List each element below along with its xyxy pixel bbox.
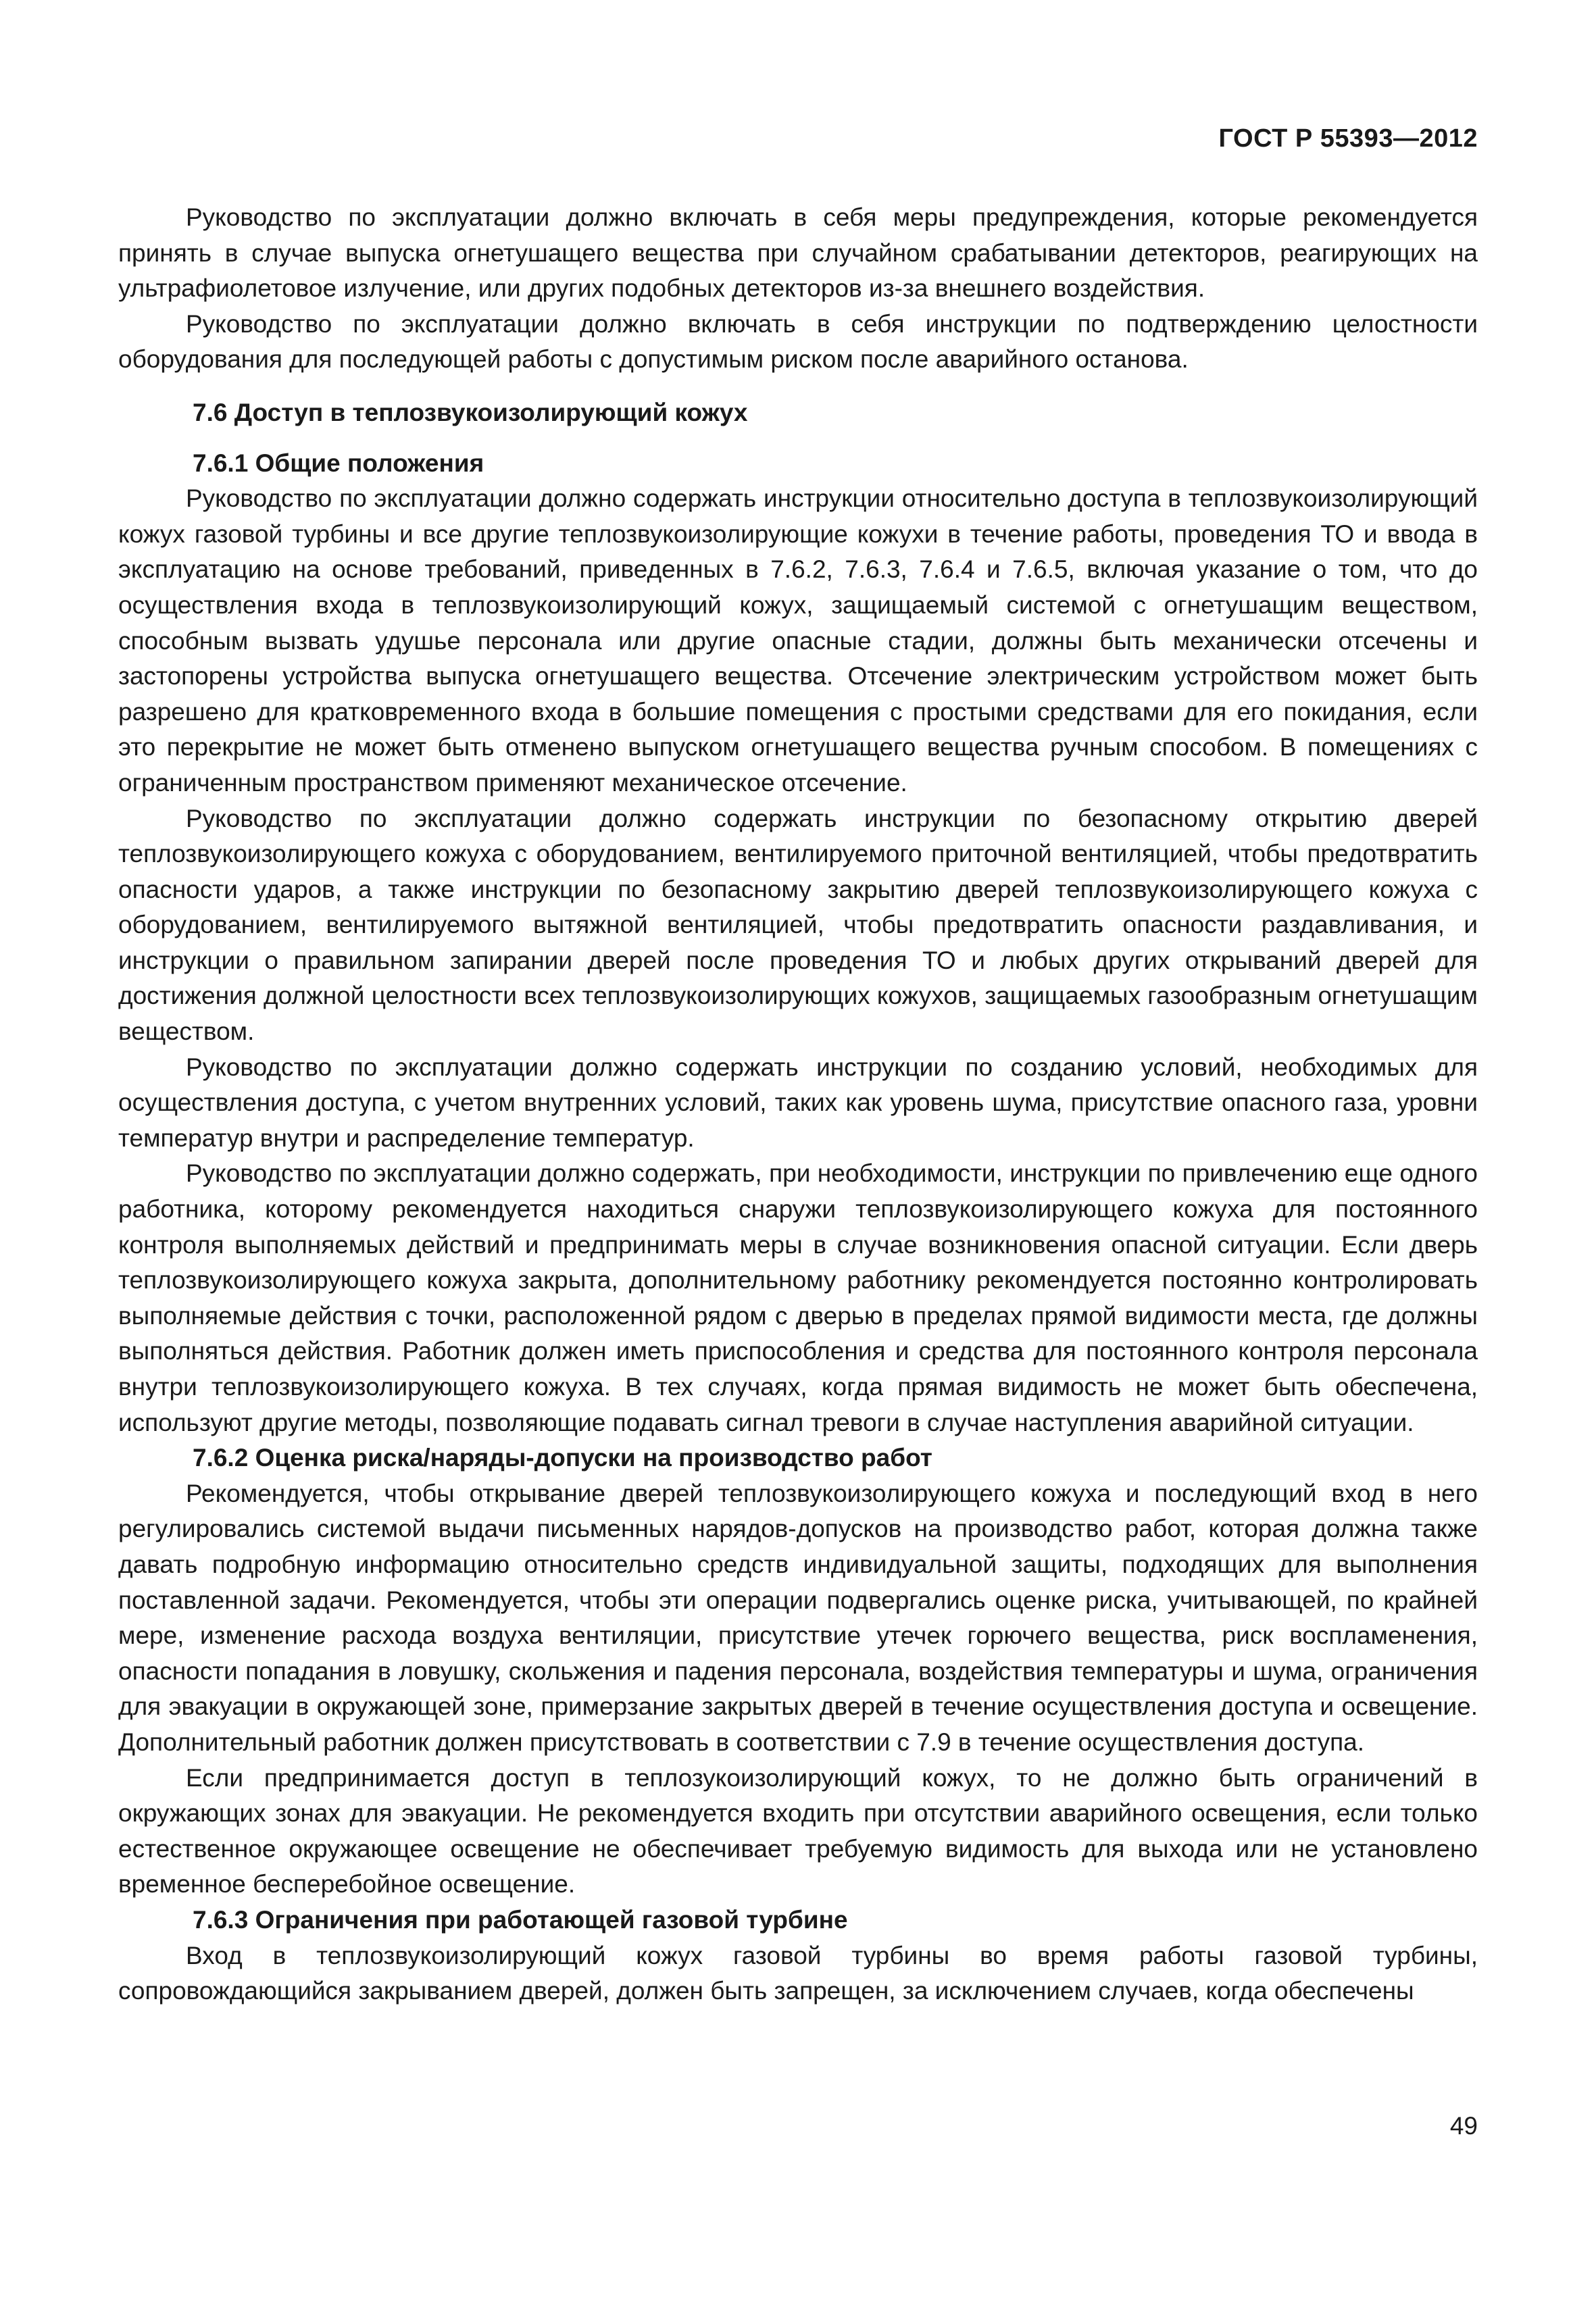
paragraph: Руководство по эксплуатации должно содержать инструкции относительно доступа в теплозвукоизолирующий кожух газовой турбины и все другие теплозвукоизолирующие кожухи в течение работы, проведения ТО и ввода в эксплуатацию на основе требований, приведенных в 7.6.2, 7.6.3, 7.6.4 и 7.6.5, включая указание о том, что до осуществления входа в теплозвукоизолирующий кожух, защищаемый системой с огнетушащим веществом, способным вызвать удушье персонала или другие опасные стадии, должны быть механически отсечены и застопорены устройства выпуска огнетушащего вещества. Отсечение электрическим устройством может быть разрешено для кратковременного входа в большие помещения с простыми средствами для его покидания, если это перекрытие не может быть отменено выпуском огнетушащего вещества ручным способом. В помещениях с ограниченным пространством применяют механическое отсечение. [118,484,1478,797]
paragraph: Руководство по эксплуатации должно включать в себя меры предупреждения, которые рекомендуется принять в случае выпуска огнетушащего вещества при случайном срабатывании детекторов, реагирующих на ультрафиолетовое излучение, или других подобных детекторов из-за внешнего воздействия. [118,203,1478,303]
subsection-heading: 7.6.1 Общие положения [193,449,484,477]
paragraph: Руководство по эксплуатации должно включать в себя инструкции по подтверждению целостности оборудования для последующей работы с допустимым риском после аварийного останова. [118,309,1478,374]
paragraph: Рекомендуется, чтобы открывание дверей теплозвукоизолирующего кожуха и последующий вход в него регулировались системой выдачи письменных нарядов-допусков на производство работ, которая должна также давать подробную информацию относительно средств индивидуальной защиты, подходящих для выполнения поставленной задачи. Рекомендуется, чтобы эти операции подвергались оценке риска, учитывающей, по крайней мере, изменение расхода воздуха вентиляции, присутствие утечек горючего вещества, риск воспламенения, опасности попадания в ловушку, скольжения и падения персонала, воздействия температуры и шума, ограничения для эвакуации в окружающей зоне, примерзание закрытых дверей в течение осуществления доступа и освещение. Дополнительный работник должен присутствовать в соответствии с 7.9 в течение осуществления доступа. [118,1479,1478,1756]
subsection-heading: 7.6.2 Оценка риска/наряды-допуски на производство работ [193,1444,932,1472]
document-body [118,200,1478,2009]
paragraph: Вход в теплозвукоизолирующий кожух газовой турбины во время работы газовой турбины, сопровождающийся закрыванием дверей, должен быть запрещен, за исключением случаев, когда обеспечены [118,1941,1478,2005]
subsection-heading: 7.6.3 Ограничения при работающей газовой турбине [193,1905,848,1934]
page-number: 49 [1449,2112,1478,2140]
paragraph: Руководство по эксплуатации должно содержать инструкции по безопасному открытию дверей теплозвукоизолирующего кожуха с оборудованием, вентилируемого приточной вентиляцией, чтобы предотвратить опасности ударов, а также инструкции по безопасному закрытию дверей теплозвукоизолирующего кожуха с оборудованием, вентилируемого вытяжной вентиляцией, чтобы предотвратить опасности раздавливания, и инструкции о правильном запирании дверей после проведения ТО и любых других открываний дверей для достижения должной целостности всех теплозвукоизолирующих кожухов, защищаемых газообразным огнетушащим веществом. [118,804,1478,1046]
paragraph: Руководство по эксплуатации должно содержать, при необходимости, инструкции по привлечению еще одного работника, которому рекомендуется находиться снаружи теплозвукоизолирующего кожуха для постоянного контроля выполняемых действий и предпринимать меры в случае возникновения опасной ситуации. Если дверь теплозвукоизолирующего кожуха закрыта, дополнительному работнику рекомендуется постоянно контролировать выполняемые действия с точки, расположенной рядом с дверью в пределах прямой видимости места, где должны выполняться действия. Работник должен иметь приспособления и средства для постоянного контроля персонала внутри теплозвукоизолирующего кожуха. В тех случаях, когда прямая видимость не может быть обеспечена, используют другие методы, позволяющие подавать сигнал тревоги в случае наступления аварийной ситуации. [118,1159,1478,1436]
paragraph: Если предпринимается доступ в теплозукоизолирующий кожух, то не должно быть ограничений в окружающих зонах для эвакуации. Не рекомендуется входить при отсутствии аварийного освещения, если только естественное окружающее освещение не обеспечивает требуемую видимость для выхода или не установлено временное бесперебойное освещение. [118,1763,1478,1898]
paragraph: Руководство по эксплуатации должно содержать инструкции по созданию условий, необходимых для осуществления доступа, с учетом внутренних условий, таких как уровень шума, присутствие опасного газа, уровни температур внутри и распределение температур. [118,1053,1478,1152]
standard-code-header: ГОСТ Р 55393—2012 [1218,124,1478,153]
section-heading: 7.6 Доступ в теплозвукоизолирующий кожух [193,398,748,426]
